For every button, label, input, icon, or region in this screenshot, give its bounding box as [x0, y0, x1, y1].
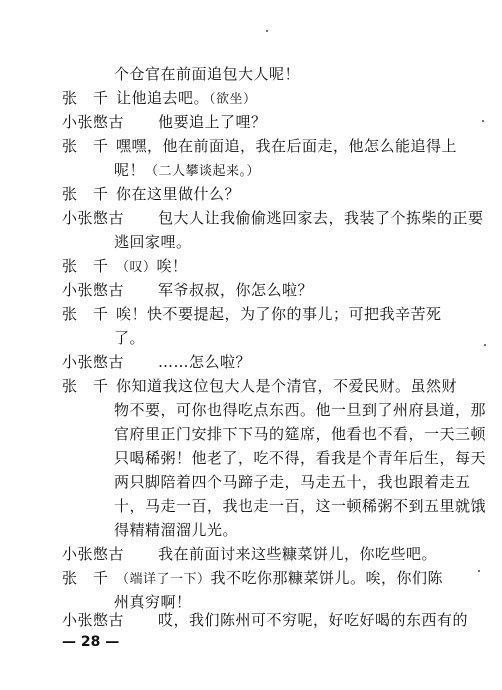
scan-speck	[482, 120, 484, 122]
line-text: 官府里正门安排下下马的筵席，他看也不看，一天三顿	[114, 425, 487, 443]
line-text: 了。	[114, 329, 146, 347]
script-line	[114, 422, 487, 446]
speaker-name: 小张憋古	[62, 545, 125, 563]
scan-speck	[266, 30, 268, 32]
speaker-name: 张 千	[62, 89, 109, 107]
speaker-name: 小张憋古	[62, 611, 125, 629]
speaker-name: 小张憋古	[62, 353, 125, 371]
script-line	[62, 278, 458, 302]
script-line	[62, 350, 458, 374]
line-text: 我不吃你那糠菜饼儿。唉，你们陈	[210, 569, 444, 587]
script-line	[62, 134, 458, 158]
line-text: ……怎么啦？	[158, 353, 252, 371]
speaker-name: 小张憋古	[62, 209, 125, 227]
script-line	[114, 398, 487, 422]
line-text: 唉！快不要提起，为了你的事儿；可把我辛苦死	[116, 305, 442, 323]
script-line	[114, 62, 458, 86]
script-line	[62, 608, 469, 632]
script-line	[114, 470, 471, 494]
line-text: 让他追去吧。	[116, 89, 210, 107]
stage-direction: （欲坐）	[209, 92, 257, 107]
line-text: 军爷叔叔，你怎么啦？	[158, 281, 314, 299]
line-text: 哎，我们陈州可不穷呢，好吃好喝的东西有的	[158, 611, 469, 629]
script-line	[62, 254, 458, 280]
script-line	[62, 374, 458, 398]
line-text: 他要追上了哩？	[158, 113, 267, 131]
line-text: 个仓官在前面追包大人呢！	[114, 65, 301, 83]
script-line	[62, 86, 458, 112]
script-line	[62, 182, 458, 206]
script-line	[114, 230, 458, 254]
line-text: 你知道我这位包大人是个清官，不爱民财。虽然财	[116, 377, 458, 395]
script-line	[114, 518, 458, 542]
scan-speck	[484, 344, 486, 346]
line-text: 州真穷啊！	[114, 593, 192, 611]
line-text: 得精精溜溜儿光。	[114, 521, 239, 539]
script-line	[114, 494, 487, 518]
line-text: 十，马走一百，我也走一百，这一顿稀粥不到五里就饿	[114, 497, 487, 515]
line-text: 唉！	[156, 257, 188, 275]
script-line	[114, 446, 487, 470]
script-line	[62, 542, 458, 566]
line-text: 包大人让我偷偷逃回家去，我装了个拣柴的正要	[158, 209, 484, 227]
stage-direction: （端详了一下）	[116, 572, 211, 587]
script-line	[62, 206, 484, 230]
line-text: 物不要，可你也得吃点东西。他一旦到了州府县道，那	[114, 401, 487, 419]
speaker-name: 张 千	[62, 257, 109, 275]
page-number: — 28 —	[62, 634, 120, 650]
script-line	[62, 110, 458, 134]
script-line	[62, 566, 458, 592]
stage-direction: （二人攀谈起来。）	[145, 164, 261, 179]
line-text: 嘿嘿，他在前面追，我在后面走，他怎么能追得上	[116, 137, 458, 155]
speaker-name: 张 千	[62, 305, 109, 323]
script-line	[62, 302, 458, 326]
speaker-name: 张 千	[62, 569, 109, 587]
line-text: 逃回家哩。	[114, 233, 192, 251]
line-text: 两只脚陪着四个马蹄子走，马走五十，我也跟着走五	[114, 473, 471, 491]
line-text: 我在前面讨来这些糠菜饼儿，你吃些吧。	[158, 545, 438, 563]
scan-speck	[478, 570, 480, 572]
script-line	[114, 158, 458, 184]
speaker-name: 张 千	[62, 185, 109, 203]
script-line	[114, 326, 458, 350]
line-text: 只喝稀粥！他老了，吃不得，看我是个青年后生，每天	[114, 449, 487, 467]
stage-direction: （叹）	[116, 260, 157, 275]
speaker-name: 张 千	[62, 377, 109, 395]
speaker-name: 张 千	[62, 137, 109, 155]
speaker-name: 小张憋古	[62, 113, 125, 131]
line-text: 呢！	[114, 161, 146, 179]
line-text: 你在这里做什么？	[116, 185, 241, 203]
speaker-name: 小张憋古	[62, 281, 125, 299]
